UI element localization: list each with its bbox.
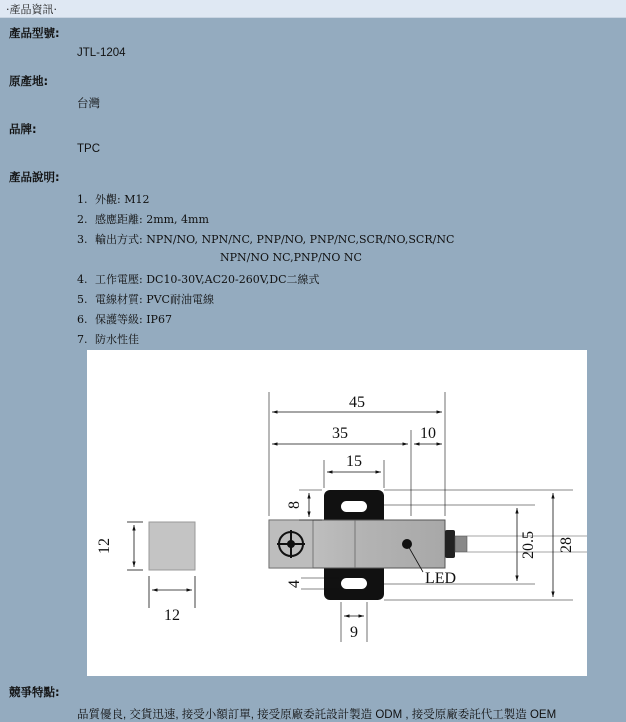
led-label: LED: [425, 570, 457, 587]
spec-number: 3.: [77, 233, 88, 246]
model-label: 產品型號:: [9, 26, 60, 40]
spec-text: 電線材質: PVC耐油電線: [95, 293, 214, 306]
spec-continuation: NPN/NO NC,PNP/NO NC: [220, 251, 362, 264]
dim-cable-length: 10: [420, 425, 436, 442]
dim-slot-spacing: 20.5: [520, 531, 537, 559]
section-header-bar: [0, 0, 626, 18]
brand-value: TPC: [77, 143, 100, 155]
origin-label: 原產地:: [9, 74, 49, 88]
dimension-drawing-svg: [87, 350, 587, 676]
spec-item: [77, 311, 172, 327]
spec-item: [77, 231, 454, 247]
dim-slot-width: 9: [350, 624, 358, 641]
dim-face-width: 12: [164, 607, 180, 624]
spec-number: 5.: [77, 293, 88, 306]
spec-number: 2.: [77, 213, 88, 226]
spec-text: 感應距離: 2mm, 4mm: [95, 213, 209, 226]
spec-text: 外觀: M12: [95, 193, 150, 206]
dim-bracket-height: 8: [286, 501, 303, 509]
bracket-slot-top: [341, 501, 367, 512]
dim-bracket-total-height: 28: [558, 537, 575, 553]
spec-item: [77, 331, 139, 347]
dim-body-length: 35: [332, 425, 348, 442]
competitive-label: 競爭特點:: [9, 685, 60, 699]
dim-bracket-width: 15: [346, 453, 362, 470]
spec-text: 工作電壓: DC10-30V,AC20-260V,DC二線式: [95, 273, 320, 286]
spec-number: 7.: [77, 333, 88, 346]
spec-text: 保護等級: IP67: [95, 313, 172, 326]
spec-item: [77, 291, 214, 307]
bracket-slot-bottom: [341, 578, 367, 589]
dim-slot-height: 4: [286, 580, 303, 588]
brand-label: 品牌:: [9, 122, 37, 136]
dimension-drawing: [87, 350, 587, 676]
spec-item: [77, 191, 149, 207]
spec-text: 輸出方式: NPN/NO, NPN/NC, PNP/NO, PNP/NC,SCR/NO,SCR/NC: [95, 233, 455, 246]
face-view-square: [149, 522, 195, 570]
spec-text: 防水性佳: [95, 333, 139, 346]
spec-item: [77, 271, 320, 287]
spec-number: 1.: [77, 193, 88, 206]
origin-value: 台灣: [77, 98, 100, 110]
dim-face-height: 12: [96, 538, 113, 554]
spec-number: 4.: [77, 273, 88, 286]
spec-number: 6.: [77, 313, 88, 326]
dim-overall-length: 45: [349, 394, 365, 411]
spec-item: [77, 211, 209, 227]
model-value: JTL-1204: [77, 47, 126, 59]
competitive-text: 品質優良, 交貨迅速, 接受小額訂單, 接受原廠委託設計製造 ODM , 接受原廠委託代工製造 OEM: [77, 709, 557, 721]
section-title: ‧產品資訊‧: [6, 3, 57, 16]
cable-gland: [445, 530, 455, 558]
description-label: 產品說明:: [9, 170, 60, 184]
